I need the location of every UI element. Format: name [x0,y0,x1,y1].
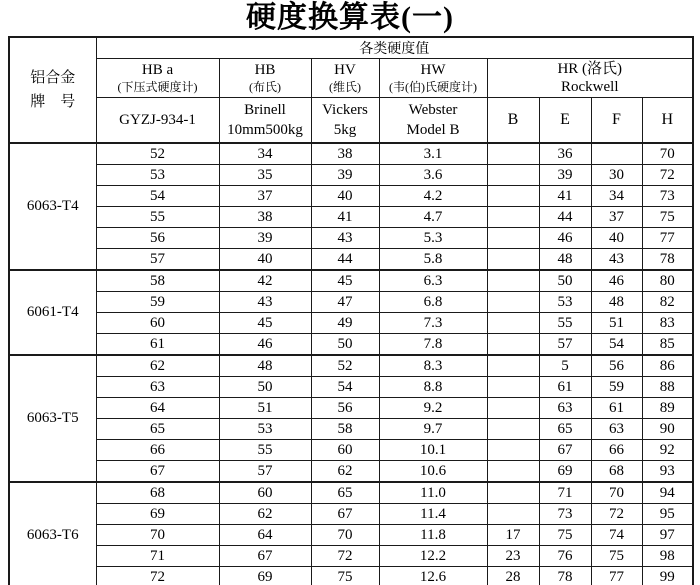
value-cell: 46 [591,270,642,292]
value-cell: 63 [591,419,642,440]
value-cell: 45 [219,313,311,334]
value-cell: 6.8 [379,292,487,313]
value-cell [487,440,539,461]
table-row [9,377,693,398]
value-cell: 11.0 [379,482,487,504]
value-cell [487,143,539,165]
value-cell: 80 [642,270,693,292]
table-row [9,186,693,207]
value-cell: 72 [591,504,642,525]
sub-header-hr-f: F [591,98,642,144]
value-cell: 53 [96,165,219,186]
value-cell: 34 [591,186,642,207]
value-cell: 60 [219,482,311,504]
value-cell [487,504,539,525]
value-cell: 65 [311,482,379,504]
value-cell: 37 [219,186,311,207]
value-cell [487,419,539,440]
value-cell: 56 [591,355,642,377]
value-cell: 62 [219,504,311,525]
page-title: 硬度换算表(一) [246,1,454,34]
value-cell: 38 [219,207,311,228]
table-row [9,334,693,356]
value-cell [487,165,539,186]
table-row [9,270,693,292]
value-cell: 73 [642,186,693,207]
value-cell: 53 [219,419,311,440]
value-cell: 40 [219,249,311,271]
value-cell: 88 [642,377,693,398]
value-cell [487,398,539,419]
value-cell: 59 [591,377,642,398]
table-row [9,165,693,186]
value-cell: 71 [539,482,591,504]
sub-header-webster: Webster Model B [379,98,487,144]
alloy-grade-cell: 6061-T4 [9,270,96,355]
table-row [9,525,693,546]
corner-header-alloy-grade [9,37,96,143]
alloy-grade-cell: 6063-T6 [9,482,96,585]
table-row [9,461,693,483]
value-cell: 70 [642,143,693,165]
value-cell: 78 [642,249,693,271]
value-cell: 67 [539,440,591,461]
value-cell: 56 [311,398,379,419]
table-row [9,440,693,461]
table-row [9,313,693,334]
value-cell: 12.6 [379,567,487,585]
value-cell: 54 [96,186,219,207]
value-cell: 52 [311,355,379,377]
value-cell: 66 [96,440,219,461]
value-cell: 11.8 [379,525,487,546]
value-cell: 69 [219,567,311,585]
value-cell: 72 [96,567,219,585]
table-row [9,398,693,419]
value-cell: 4.2 [379,186,487,207]
table-row [9,504,693,525]
table-body [9,143,693,585]
value-cell: 92 [642,440,693,461]
value-cell: 41 [539,186,591,207]
table-row [9,482,693,504]
value-cell: 63 [96,377,219,398]
value-cell: 69 [539,461,591,483]
value-cell: 67 [311,504,379,525]
value-cell: 39 [219,228,311,249]
col-header-hv: HV (维氏) [311,59,379,98]
value-cell: 8.8 [379,377,487,398]
value-cell [487,270,539,292]
value-cell [487,355,539,377]
value-cell: 58 [311,419,379,440]
value-cell: 65 [539,419,591,440]
table-row [9,249,693,271]
value-cell: 77 [591,567,642,585]
table-row [9,355,693,377]
value-cell [487,461,539,483]
value-cell: 75 [311,567,379,585]
value-cell: 42 [219,270,311,292]
value-cell: 94 [642,482,693,504]
value-cell: 40 [311,186,379,207]
value-cell [487,292,539,313]
value-cell: 86 [642,355,693,377]
value-cell: 47 [311,292,379,313]
value-cell: 48 [591,292,642,313]
value-cell: 68 [591,461,642,483]
value-cell: 95 [642,504,693,525]
value-cell: 51 [219,398,311,419]
value-cell: 61 [591,398,642,419]
table-row [9,207,693,228]
value-cell: 52 [96,143,219,165]
sub-header-brinell: Brinell 10mm500kg [219,98,311,144]
value-cell: 39 [311,165,379,186]
value-cell: 75 [642,207,693,228]
value-cell: 6.3 [379,270,487,292]
value-cell: 17 [487,525,539,546]
value-cell: 35 [219,165,311,186]
value-cell: 55 [539,313,591,334]
value-cell: 50 [219,377,311,398]
value-cell: 8.3 [379,355,487,377]
value-cell: 64 [219,525,311,546]
value-cell: 12.2 [379,546,487,567]
value-cell: 71 [96,546,219,567]
value-cell: 43 [591,249,642,271]
value-cell: 43 [311,228,379,249]
value-cell: 57 [539,334,591,356]
value-cell: 5.3 [379,228,487,249]
value-cell: 67 [219,546,311,567]
value-cell [487,186,539,207]
sub-header-gyzj: GYZJ-934-1 [96,98,219,144]
value-cell: 3.6 [379,165,487,186]
span-header-hardness-values: 各类硬度值 [96,37,693,59]
value-cell: 74 [591,525,642,546]
value-cell: 75 [591,546,642,567]
value-cell: 56 [96,228,219,249]
sub-header-vickers: Vickers 5kg [311,98,379,144]
value-cell [591,143,642,165]
table-row [9,228,693,249]
table-row [9,567,693,585]
value-cell: 83 [642,313,693,334]
value-cell: 28 [487,567,539,585]
alloy-grade-cell: 6063-T5 [9,355,96,482]
value-cell: 5.8 [379,249,487,271]
sub-header-hr-h: H [642,98,693,144]
value-cell: 55 [219,440,311,461]
value-cell: 59 [96,292,219,313]
value-cell: 48 [219,355,311,377]
value-cell: 9.2 [379,398,487,419]
value-cell: 30 [591,165,642,186]
value-cell [487,313,539,334]
value-cell: 55 [96,207,219,228]
value-cell: 54 [591,334,642,356]
value-cell: 49 [311,313,379,334]
value-cell: 77 [642,228,693,249]
alloy-grade-cell: 6063-T4 [9,143,96,270]
table-row [9,292,693,313]
value-cell: 41 [311,207,379,228]
value-cell: 70 [591,482,642,504]
value-cell: 5 [539,355,591,377]
value-cell: 57 [96,249,219,271]
value-cell: 10.6 [379,461,487,483]
value-cell: 50 [311,334,379,356]
value-cell [487,249,539,271]
value-cell: 34 [219,143,311,165]
sub-header-hr-b: B [487,98,539,144]
value-cell: 46 [539,228,591,249]
value-cell: 38 [311,143,379,165]
col-header-hb: HB (布氏) [219,59,311,98]
value-cell: 57 [219,461,311,483]
table-row [9,419,693,440]
value-cell: 7.3 [379,313,487,334]
value-cell [487,228,539,249]
value-cell: 45 [311,270,379,292]
value-cell: 7.8 [379,334,487,356]
sub-header-hr-e: E [539,98,591,144]
value-cell: 89 [642,398,693,419]
value-cell: 36 [539,143,591,165]
value-cell: 73 [539,504,591,525]
value-cell: 69 [96,504,219,525]
value-cell: 51 [591,313,642,334]
value-cell: 78 [539,567,591,585]
value-cell: 75 [539,525,591,546]
value-cell: 60 [96,313,219,334]
value-cell: 72 [311,546,379,567]
value-cell: 66 [591,440,642,461]
value-cell: 43 [219,292,311,313]
value-cell: 99 [642,567,693,585]
value-cell [487,334,539,356]
value-cell: 3.1 [379,143,487,165]
value-cell: 10.1 [379,440,487,461]
value-cell: 53 [539,292,591,313]
value-cell: 82 [642,292,693,313]
value-cell: 90 [642,419,693,440]
value-cell: 70 [311,525,379,546]
value-cell: 23 [487,546,539,567]
value-cell: 64 [96,398,219,419]
value-cell [487,482,539,504]
col-header-hba: HB a (下压式硬度计) [96,59,219,98]
value-cell: 40 [591,228,642,249]
hardness-conversion-table [8,36,694,585]
value-cell: 50 [539,270,591,292]
value-cell: 44 [311,249,379,271]
col-header-hr: HR (洛氏) Rockwell [487,59,693,98]
value-cell: 37 [591,207,642,228]
value-cell: 70 [96,525,219,546]
value-cell: 48 [539,249,591,271]
value-cell: 61 [539,377,591,398]
value-cell: 60 [311,440,379,461]
value-cell: 62 [311,461,379,483]
value-cell: 4.7 [379,207,487,228]
value-cell: 97 [642,525,693,546]
value-cell: 72 [642,165,693,186]
value-cell: 11.4 [379,504,487,525]
value-cell: 61 [96,334,219,356]
value-cell: 68 [96,482,219,504]
value-cell: 65 [96,419,219,440]
value-cell: 76 [539,546,591,567]
value-cell: 93 [642,461,693,483]
value-cell: 54 [311,377,379,398]
value-cell: 67 [96,461,219,483]
value-cell: 98 [642,546,693,567]
col-header-hw: HW (韦(伯)氏硬度计) [379,59,487,98]
value-cell: 44 [539,207,591,228]
value-cell [487,207,539,228]
corner-header-line1: 铝合金 [30,70,76,86]
corner-header-line2: 牌 号 [30,94,76,110]
table-row [9,546,693,567]
value-cell: 62 [96,355,219,377]
value-cell: 58 [96,270,219,292]
value-cell: 9.7 [379,419,487,440]
value-cell: 46 [219,334,311,356]
value-cell: 63 [539,398,591,419]
value-cell: 39 [539,165,591,186]
table-row [9,143,693,165]
value-cell: 85 [642,334,693,356]
value-cell [487,377,539,398]
